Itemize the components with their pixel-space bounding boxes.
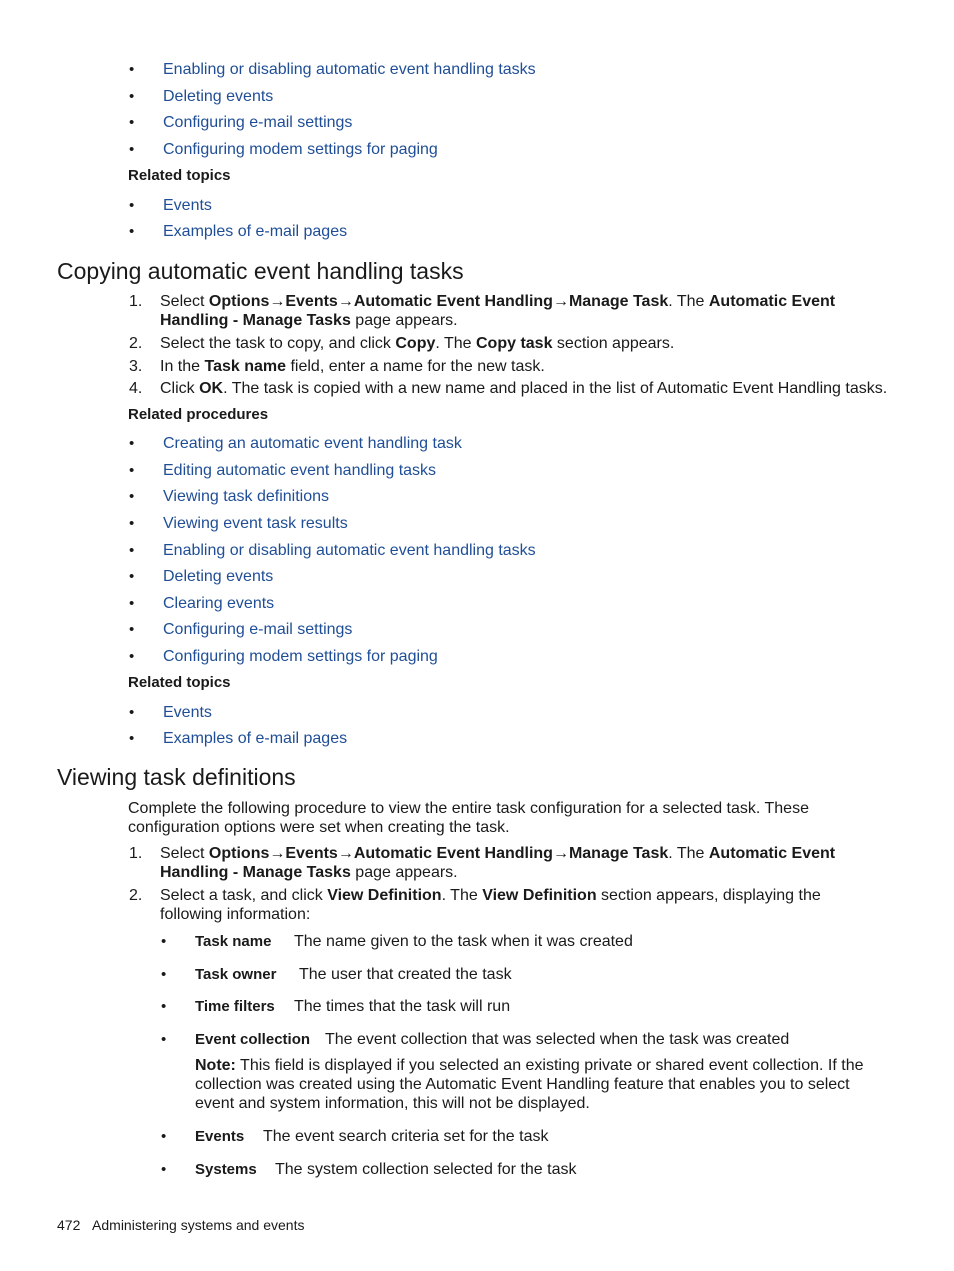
ui-term: Automatic Event Handling - Manage Tasks bbox=[160, 293, 836, 329]
definition-term: Event collection bbox=[195, 1031, 311, 1048]
step-text-run: → bbox=[337, 293, 354, 310]
bullet: • bbox=[129, 223, 135, 240]
link-deleting-events[interactable]: Deleting events bbox=[163, 88, 274, 105]
step-number: 2. bbox=[129, 335, 143, 352]
step-1-text bbox=[160, 292, 870, 330]
intro-paragraph: Complete the following procedure to view the entire task configuration for a selected task. These configuration options were set when creating the task. bbox=[128, 800, 809, 836]
ui-term: Automatic Event Handling bbox=[353, 293, 553, 310]
ui-term: Events bbox=[285, 293, 338, 310]
step-4-text bbox=[160, 379, 887, 398]
ui-term: Automatic Event Handling bbox=[353, 845, 553, 862]
step-text-run: → bbox=[269, 845, 286, 862]
definition-desc: The system collection selected for the task bbox=[275, 1161, 577, 1178]
page-number: 472 bbox=[57, 1217, 81, 1233]
ui-term: Task name bbox=[204, 358, 287, 375]
step-text-run: → bbox=[269, 293, 286, 310]
definition-desc: The times that the task will run bbox=[294, 998, 511, 1015]
bullet: • bbox=[161, 1128, 167, 1145]
bullet: • bbox=[129, 141, 135, 158]
step-2-text bbox=[160, 334, 870, 353]
bullet: • bbox=[129, 568, 135, 585]
bullet: • bbox=[129, 88, 135, 105]
link-viewing-task-results[interactable]: Viewing event task results bbox=[163, 515, 348, 532]
ui-term: Options bbox=[208, 845, 270, 862]
ui-term: Copy bbox=[395, 335, 436, 352]
step-1-text bbox=[160, 844, 870, 882]
bullet: • bbox=[129, 114, 135, 131]
step-text-run: page appears. bbox=[350, 864, 458, 881]
step-number: 1. bbox=[129, 845, 143, 862]
bullet: • bbox=[129, 488, 135, 505]
definition-term: Systems bbox=[195, 1161, 257, 1178]
bullet: • bbox=[129, 704, 135, 721]
link-events[interactable]: Events bbox=[163, 704, 212, 721]
bullet: • bbox=[129, 621, 135, 638]
definition-desc: The name given to the task when it was created bbox=[294, 933, 633, 950]
step-text-run: → bbox=[552, 293, 569, 310]
ui-term: Automatic Event Handling - Manage Tasks bbox=[160, 845, 836, 881]
definition-term: Events bbox=[195, 1128, 245, 1145]
bullet: • bbox=[161, 998, 167, 1015]
link-events[interactable]: Events bbox=[163, 197, 212, 214]
note-text: This field is displayed if you selected an existing private or shared event collection. If the collection was created using the Automatic Event Handling feature that enables you to select event and system information, this will not be displayed. bbox=[195, 1057, 864, 1112]
related-topics-label: Related topics bbox=[128, 167, 231, 184]
ui-term: Options bbox=[208, 293, 270, 310]
step-text-run: . The bbox=[441, 887, 483, 904]
link-examples-email-pages[interactable]: Examples of e-mail pages bbox=[163, 223, 348, 240]
bullet: • bbox=[161, 1161, 167, 1178]
related-topics-label: Related topics bbox=[128, 674, 231, 691]
step-text-run: . The bbox=[668, 293, 709, 310]
ui-term: OK bbox=[199, 380, 224, 397]
step-3-text bbox=[160, 357, 870, 376]
step-number: 2. bbox=[129, 887, 143, 904]
link-editing-tasks[interactable]: Editing automatic event handling tasks bbox=[163, 462, 437, 479]
bullet: • bbox=[161, 966, 167, 983]
definition-term: Task name bbox=[195, 933, 272, 950]
step-text-run: . The bbox=[435, 335, 476, 352]
note bbox=[195, 1056, 870, 1113]
bullet: • bbox=[129, 462, 135, 479]
step-text-run: Select bbox=[160, 293, 209, 310]
bullet: • bbox=[129, 595, 135, 612]
section-heading-copying: Copying automatic event handling tasks bbox=[57, 258, 464, 284]
ui-term: Manage Task bbox=[568, 845, 669, 862]
bullet: • bbox=[129, 61, 135, 78]
step-number: 1. bbox=[129, 293, 143, 310]
ui-term: View Definition bbox=[482, 887, 597, 904]
step-text-run: section appears, displaying the following information: bbox=[160, 887, 821, 923]
link-viewing-task-definitions[interactable]: Viewing task definitions bbox=[163, 488, 330, 505]
definition-desc: The event collection that was selected when the task was created bbox=[325, 1031, 790, 1048]
step-text-run: . The bbox=[668, 845, 709, 862]
bullet: • bbox=[129, 730, 135, 747]
link-configuring-modem[interactable]: Configuring modem settings for paging bbox=[163, 141, 438, 158]
link-examples-email-pages[interactable]: Examples of e-mail pages bbox=[163, 730, 348, 747]
definition-desc: The event search criteria set for the task bbox=[263, 1128, 549, 1145]
step-number: 4. bbox=[129, 380, 143, 397]
bullet: • bbox=[129, 648, 135, 665]
definition-term: Task owner bbox=[195, 966, 277, 983]
chapter-title: Administering systems and events bbox=[92, 1217, 305, 1233]
definition-term: Time filters bbox=[195, 998, 275, 1015]
step-text-run: In the bbox=[160, 358, 205, 375]
ui-term: Events bbox=[285, 845, 338, 862]
bullet: • bbox=[129, 515, 135, 532]
ui-term: Manage Task bbox=[568, 293, 669, 310]
step-text-run: → bbox=[552, 845, 569, 862]
bullet: • bbox=[161, 1031, 167, 1048]
step-text-run: section appears. bbox=[552, 335, 675, 352]
link-creating-task[interactable]: Creating an automatic event handling task bbox=[163, 435, 462, 452]
step-text-run: Select a task, and click bbox=[160, 887, 328, 904]
step-text-run: page appears. bbox=[350, 312, 458, 329]
section-heading-viewing: Viewing task definitions bbox=[57, 764, 296, 790]
step-text-run: . The task is copied with a new name and placed in the list of Automatic Event Handling tasks. bbox=[223, 380, 888, 397]
step-number: 3. bbox=[129, 358, 143, 375]
step-text-run: Select the task to copy, and click bbox=[160, 335, 396, 352]
bullet: • bbox=[129, 542, 135, 559]
note-label: Note: bbox=[195, 1057, 236, 1074]
link-deleting-events[interactable]: Deleting events bbox=[163, 568, 274, 585]
link-configuring-modem[interactable]: Configuring modem settings for paging bbox=[163, 648, 438, 665]
definition-desc: The user that created the task bbox=[299, 966, 512, 983]
step-text-run: field, enter a name for the new task. bbox=[286, 358, 545, 375]
bullet: • bbox=[129, 197, 135, 214]
step-text-run: → bbox=[337, 845, 354, 862]
page-footer bbox=[57, 1215, 304, 1235]
step-text-run: Click bbox=[160, 380, 200, 397]
link-enabling-disabling-tasks[interactable]: Enabling or disabling automatic event handling tasks bbox=[163, 61, 536, 78]
link-clearing-events[interactable]: Clearing events bbox=[163, 595, 275, 612]
link-enabling-disabling-tasks[interactable]: Enabling or disabling automatic event handling tasks bbox=[163, 542, 536, 559]
step-text-run: Select bbox=[160, 845, 209, 862]
related-procedures-label: Related procedures bbox=[128, 406, 269, 423]
bullet: • bbox=[129, 435, 135, 452]
link-configuring-email[interactable]: Configuring e-mail settings bbox=[163, 621, 353, 638]
ui-term: Copy task bbox=[476, 335, 553, 352]
step-2-text bbox=[160, 886, 870, 924]
bullet: • bbox=[161, 933, 167, 950]
ui-term: View Definition bbox=[327, 887, 442, 904]
link-configuring-email[interactable]: Configuring e-mail settings bbox=[163, 114, 353, 131]
